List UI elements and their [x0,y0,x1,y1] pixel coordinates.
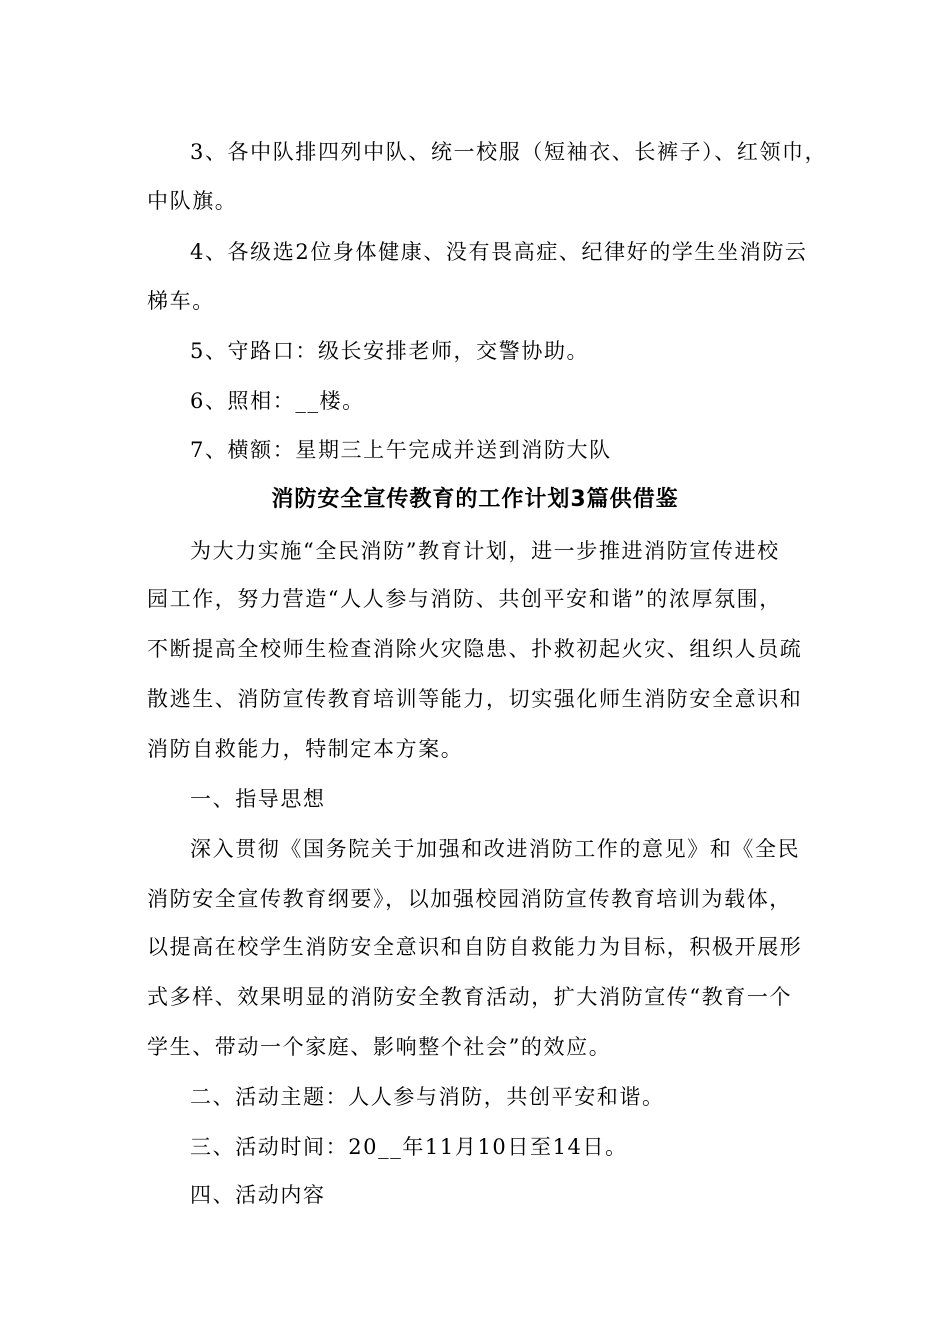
section1-line-5: 学生、带动一个家庭、影响整个社会”的效应。 [147,1035,612,1059]
list-item-3-line1: 3、各中队排四列中队、统一校服（短袖衣、长裤子）、红领巾， [190,140,828,164]
list-item-3-line2: 中队旗。 [147,189,238,213]
document-title: 消防安全宣传教育的工作计划3篇供借鉴 [271,487,679,512]
list-item-4-line1: 4、各级选2位身体健康、没有畏高症、纪律好的学生坐消防云 [190,240,808,264]
section4-heading: 四、活动内容 [190,1183,326,1207]
section1-line-2: 消防安全宣传教育纲要》，以加强校园消防宣传教育培训为载体， [147,887,792,911]
intro-line-1: 为大力实施“全民消防”教育计划，进一步推进消防宣传进校 [190,539,780,563]
intro-line-3: 不断提高全校师生检查消除火灾隐患、扑救初起火灾、组织人员疏 [147,637,803,661]
section1-line-1: 深入贯彻《国务院关于加强和改进消防工作的意见》和《全民 [190,837,801,861]
section2-heading: 二、活动主题：人人参与消防，共创平安和谐。 [190,1085,665,1109]
list-item-5: 5、守路口：级长安排老师，交警协助。 [190,339,590,363]
list-item-4-line2: 梯车。 [147,289,215,313]
section3-heading: 三、活动时间：20__年11月10日至14日。 [190,1135,628,1159]
intro-line-2: 园工作，努力营造“人人参与消防、共创平安和谐”的浓厚氛围， [147,587,782,611]
section1-line-3: 以提高在校学生消防安全意识和自防自救能力为目标，积极开展形 [147,935,803,959]
section1-heading: 一、指导思想 [190,787,326,811]
list-item-6: 6、照相：__楼。 [190,389,365,413]
section1-line-4: 式多样、效果明显的消防安全教育活动，扩大消防宣传“教育一个 [147,985,793,1009]
intro-line-4: 散逃生、消防宣传教育培训等能力，切实强化师生消防安全意识和 [147,687,803,711]
list-item-7: 7、横额：星期三上午完成并送到消防大队 [190,438,612,462]
intro-line-5: 消防自救能力，特制定本方案。 [147,737,464,761]
